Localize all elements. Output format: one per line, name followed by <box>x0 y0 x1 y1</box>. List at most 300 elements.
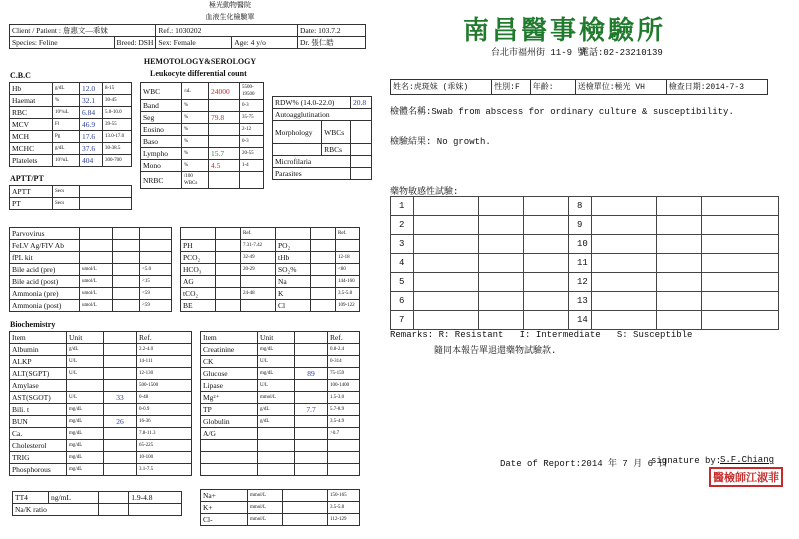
report-info-table <box>390 79 768 95</box>
leuko-name: WBC <box>141 83 182 100</box>
biochem-name <box>201 440 258 452</box>
biochem-unit: U/L <box>258 356 295 368</box>
biochem-unit <box>258 440 295 452</box>
species-label: Species: <box>12 38 37 47</box>
table-row <box>201 514 360 526</box>
serology-table <box>9 227 172 312</box>
table-row <box>141 172 264 189</box>
leuko-ref: 35-75 <box>240 112 264 124</box>
biochem-value: 7.7 <box>295 404 328 416</box>
serology-unit <box>80 240 113 252</box>
leuko-unit: /100 WBCs <box>182 172 209 189</box>
drug-result <box>657 216 702 235</box>
biochem-unit: g/dL <box>67 344 104 356</box>
sex-value: Female <box>173 38 196 47</box>
serology-ref: <5.0 <box>140 264 172 276</box>
biochem-value <box>104 344 137 356</box>
leuko-ref: 1-4 <box>240 160 264 172</box>
table-row <box>141 83 264 100</box>
cbc-ref: 30-38.5 <box>103 143 132 155</box>
leukocyte-table <box>140 82 264 189</box>
biochem-name <box>201 464 258 476</box>
cbc-value: 404 <box>80 155 103 167</box>
biochem-unit: mg/dL <box>67 440 104 452</box>
leuko-ref: 5500-19500 <box>240 83 264 100</box>
drug-result <box>524 273 569 292</box>
table-row <box>10 119 132 131</box>
drug-result <box>524 197 569 216</box>
biochem-ref: >0.7 <box>328 428 360 440</box>
biochem-name: AST(SGOT) <box>10 392 67 404</box>
biochemistry-title: Biochemistry <box>10 320 56 329</box>
biochem-name: TRIG <box>10 452 67 464</box>
drug-result <box>479 273 524 292</box>
biochem-value <box>295 452 328 464</box>
drug-result <box>702 235 779 254</box>
bg-ref: 3.5-5.8 <box>336 288 360 300</box>
table-row <box>201 380 360 392</box>
serology-name: Ammonia (pre) <box>10 288 80 300</box>
serology-value <box>113 288 140 300</box>
biochem-name: Bili. t <box>10 404 67 416</box>
biochem-unit <box>67 380 104 392</box>
leuko-value: 15.7 <box>209 148 240 160</box>
cbc-name: MCH <box>10 131 53 143</box>
electrolyte-unit: mmol/L <box>248 502 283 514</box>
drug-number: 8 <box>569 197 592 216</box>
drug-number: 13 <box>569 292 592 311</box>
return-note: 隨同本報告單退還藥物試驗款. <box>434 346 557 356</box>
drug-result <box>657 311 702 330</box>
patient-age: 年齡: <box>530 80 575 95</box>
leuko-name: Mono <box>141 160 182 172</box>
bg-value <box>311 264 336 276</box>
electrolyte-name: K+ <box>201 502 248 514</box>
biochem-name: Glucose <box>201 368 258 380</box>
bg-name: AG <box>181 276 216 288</box>
bg-ref-header: Ref. <box>241 228 276 240</box>
biochem-name: Ca. <box>10 428 67 440</box>
bg-ref: 20-29 <box>241 264 276 276</box>
drug-number: 9 <box>569 216 592 235</box>
drug-name <box>592 197 657 216</box>
serology-ref <box>140 240 172 252</box>
biochem-name: Globulin <box>201 416 258 428</box>
table-row <box>10 428 192 440</box>
table-row <box>181 288 360 300</box>
aptt-unit: Secs <box>53 198 80 210</box>
biochem-unit: mg/dL <box>67 452 104 464</box>
aptt-value <box>80 186 132 198</box>
electrolyte-value <box>283 502 328 514</box>
biochem-name: Phosphorous <box>10 464 67 476</box>
table-row <box>10 95 132 107</box>
table-row <box>10 228 172 240</box>
biochem-header <box>104 332 137 344</box>
cbc-value: 32.1 <box>80 95 103 107</box>
ref-value: 1030202 <box>175 26 202 35</box>
table-row <box>141 112 264 124</box>
signature-name: S.F.Chiang <box>720 455 775 465</box>
leuko-value: 4.5 <box>209 160 240 172</box>
leuko-value <box>209 124 240 136</box>
microfilaria-label: Microfilaria <box>273 156 351 168</box>
biochem-unit: mmol/L <box>258 392 295 404</box>
serology-value <box>113 264 140 276</box>
biochem-value: 33 <box>104 392 137 404</box>
bg-ref: <80 <box>336 264 360 276</box>
biochem-ref: 0-314 <box>328 356 360 368</box>
serology-unit: umol/L <box>80 288 113 300</box>
table-row <box>181 264 360 276</box>
bg-ref: 7.31-7.42 <box>241 240 276 252</box>
serology-value <box>113 252 140 264</box>
biochem-value <box>295 464 328 476</box>
sensitivity-title: 藥物敏感性試驗: <box>390 187 459 197</box>
serology-name: Bile acid (post) <box>10 276 80 288</box>
biochem-ref: 3.5-4.9 <box>328 416 360 428</box>
drug-result <box>657 273 702 292</box>
lab-name-logo: 南昌醫事檢驗所 <box>463 16 667 46</box>
biochem-value <box>295 416 328 428</box>
table-row <box>181 300 360 312</box>
table-row <box>181 276 360 288</box>
breed-label: Breed: <box>116 38 137 47</box>
table-row <box>391 197 779 216</box>
table-row <box>10 155 132 167</box>
drug-result <box>702 273 779 292</box>
biochem-unit <box>258 428 295 440</box>
table-row <box>181 252 360 264</box>
bg-name: Cl <box>276 300 311 312</box>
biochem-ref: 0.8-2.4 <box>328 344 360 356</box>
serology-name: fPL kit <box>10 252 80 264</box>
biochem-value: 89 <box>295 368 328 380</box>
bg-value <box>216 252 241 264</box>
bg-ref <box>241 300 276 312</box>
cbc-unit: g/dL <box>53 83 80 95</box>
table-row <box>10 380 192 392</box>
serology-ref: <59 <box>140 288 172 300</box>
table-row <box>10 198 132 210</box>
bg-ref <box>241 276 276 288</box>
table-row <box>10 131 132 143</box>
bg-value <box>216 240 241 252</box>
cbc-unit: % <box>53 95 80 107</box>
leuko-unit: % <box>182 148 209 160</box>
biochem-name: Creatinine <box>201 344 258 356</box>
patient-info-table <box>9 24 366 49</box>
biochem-ref: 65-225 <box>137 440 192 452</box>
drug-name <box>414 254 479 273</box>
patient-name: 姓名:虎斑妹 (乖妹) <box>391 80 492 95</box>
leuko-value <box>209 100 240 112</box>
drug-name <box>592 216 657 235</box>
biochem-ref: 0-48 <box>137 392 192 404</box>
biochem-ref <box>328 440 360 452</box>
electrolyte-ref: 150-165 <box>328 490 360 502</box>
biochem-unit: g/dL <box>258 416 295 428</box>
cbc-title: C.B.C <box>10 71 31 80</box>
biochem-header: Unit <box>67 332 104 344</box>
cbc-value: 37.6 <box>80 143 103 155</box>
cbc-name: MCHC <box>10 143 53 155</box>
leuko-name: Band <box>141 100 182 112</box>
biochem-ref: 12-130 <box>137 368 192 380</box>
bg-name: BE <box>181 300 216 312</box>
aptt-title: APTT/PT <box>10 174 44 183</box>
serology-name: Bile acid (pre) <box>10 264 80 276</box>
leuko-name: Lympho <box>141 148 182 160</box>
biochem-header: Ref. <box>328 332 360 344</box>
biochem-name: TP <box>201 404 258 416</box>
biochem-name: ALKP <box>10 356 67 368</box>
client-label: Client / Patient : <box>12 26 61 35</box>
table-row <box>10 276 172 288</box>
biochem-value <box>295 380 328 392</box>
drug-result <box>702 254 779 273</box>
form-title: 血液生化檢驗單 <box>205 13 255 21</box>
bg-name: Na <box>276 276 311 288</box>
biochem-name: Mg²⁺ <box>201 392 258 404</box>
drug-name <box>592 273 657 292</box>
bg-value <box>311 252 336 264</box>
bg-ref <box>336 240 360 252</box>
serology-value <box>113 276 140 288</box>
bg-name: PCO₂ <box>181 252 216 264</box>
serology-name: Ammonia (post) <box>10 300 80 312</box>
biochem-ref: 100-1400 <box>328 380 360 392</box>
aptt-name: PT <box>10 198 53 210</box>
drug-result <box>524 235 569 254</box>
leuko-value: 24000 <box>209 83 240 100</box>
leuko-value <box>209 136 240 148</box>
biochem-ref: 1.5-3.0 <box>328 392 360 404</box>
biochem-unit <box>258 452 295 464</box>
biochem-header <box>295 332 328 344</box>
table-row <box>141 100 264 112</box>
bg-value <box>311 276 336 288</box>
biochem-value <box>104 380 137 392</box>
biochem-unit <box>258 464 295 476</box>
table-row <box>10 143 132 155</box>
signature-stamp: 醫檢師江淑菲 <box>709 467 783 487</box>
table-row <box>10 186 132 198</box>
blood-gas-table <box>180 227 360 312</box>
cbc-ref: 13.0-17.0 <box>103 131 132 143</box>
cbc-ref: 30-45 <box>103 95 132 107</box>
biochem-unit: mg/dL <box>67 464 104 476</box>
drug-name <box>414 216 479 235</box>
table-row <box>201 368 360 380</box>
cbc-value: 12.0 <box>80 83 103 95</box>
breed-value: DSH <box>138 38 154 47</box>
drug-name <box>592 235 657 254</box>
drug-number: 7 <box>391 311 414 330</box>
table-row <box>181 240 360 252</box>
cbc-ref: 8-15 <box>103 83 132 95</box>
bg-name: PO₂ <box>276 240 311 252</box>
table-row <box>10 344 192 356</box>
table-row <box>201 404 360 416</box>
biochem-ref: 14-111 <box>137 356 192 368</box>
drug-result <box>702 311 779 330</box>
sender-unit: 送檢單位:極光 VH <box>575 80 666 95</box>
leuko-ref: 0-3 <box>240 100 264 112</box>
leuko-ref: 20-55 <box>240 148 264 160</box>
serology-unit: umol/L <box>80 276 113 288</box>
bg-value <box>216 264 241 276</box>
table-row <box>10 83 132 95</box>
parasites-label: Parasites <box>273 168 351 180</box>
drug-result <box>479 311 524 330</box>
bg-value <box>216 288 241 300</box>
biochem-right-table <box>200 331 360 476</box>
drug-result <box>524 254 569 273</box>
bg-ref: 109-122 <box>336 300 360 312</box>
aptt-table <box>9 185 132 210</box>
drug-name <box>414 311 479 330</box>
table-row <box>10 368 192 380</box>
drug-result <box>479 235 524 254</box>
table-row <box>10 264 172 276</box>
drug-number: 1 <box>391 197 414 216</box>
aptt-value <box>80 198 132 210</box>
bg-value <box>311 240 336 252</box>
bg-value <box>216 300 241 312</box>
age-label: Age: <box>234 38 249 47</box>
leuko-unit: % <box>182 160 209 172</box>
biochem-unit: mg/dL <box>258 344 295 356</box>
biochem-ref <box>328 464 360 476</box>
sensitivity-table <box>390 196 779 330</box>
cbc-name: Haemat <box>10 95 53 107</box>
rbcs-label: RBCs <box>322 144 351 156</box>
drug-number: 12 <box>569 273 592 292</box>
bg-value <box>216 276 241 288</box>
bg-head <box>311 228 336 240</box>
date-value: 103.7.2 <box>318 26 341 35</box>
leuko-value: 79.8 <box>209 112 240 124</box>
table-row <box>201 344 360 356</box>
tt4-unit: ng/mL <box>49 492 99 504</box>
table-row <box>10 404 192 416</box>
electrolyte-unit: mmol/L <box>248 490 283 502</box>
table-row <box>201 452 360 464</box>
table-row <box>141 124 264 136</box>
biochem-value <box>295 392 328 404</box>
leukocyte-title: Leukocyte differential count <box>150 69 247 78</box>
table-row <box>10 392 192 404</box>
drug-name <box>592 311 657 330</box>
drug-number: 6 <box>391 292 414 311</box>
table-row <box>201 428 360 440</box>
serology-value <box>113 228 140 240</box>
dr-label: Dr. <box>299 38 310 47</box>
bg-name: PH <box>181 240 216 252</box>
drug-number: 14 <box>569 311 592 330</box>
biochem-name: Amylase <box>10 380 67 392</box>
drug-result <box>479 292 524 311</box>
electrolyte-value <box>283 490 328 502</box>
biochem-value <box>295 344 328 356</box>
biochem-unit: U/L <box>67 368 104 380</box>
biochem-value <box>295 440 328 452</box>
specimen-line: 檢體名稱:Swab from abscess for ordinary culture & susceptibility. <box>390 107 734 117</box>
cbc-table <box>9 82 132 167</box>
biochem-unit: U/L <box>67 392 104 404</box>
electrolyte-name: Cl- <box>201 514 248 526</box>
biochem-ref: 2.2-4.0 <box>137 344 192 356</box>
cbc-name: RBC <box>10 107 53 119</box>
rdw-misc-table <box>272 96 372 180</box>
biochem-left-table <box>9 331 192 476</box>
rdw-value: 20.8 <box>351 97 372 109</box>
lab-phone: 電話:02-23210139 <box>580 48 663 58</box>
table-row <box>201 392 360 404</box>
leuko-name: NRBC <box>141 172 182 189</box>
rdw-label: RDW% (14.0-22.0) <box>273 97 351 109</box>
table-row <box>201 440 360 452</box>
client-value: 詹惠文—乖妹 <box>62 26 108 35</box>
table-row <box>10 300 172 312</box>
table-row <box>10 452 192 464</box>
biochem-ref: 16-36 <box>137 416 192 428</box>
leuko-unit: % <box>182 112 209 124</box>
tt4-table <box>12 491 182 516</box>
cbc-unit: 10³/uL <box>53 155 80 167</box>
biochem-header: Item <box>201 332 258 344</box>
biochem-value <box>104 464 137 476</box>
drug-result <box>479 254 524 273</box>
drug-result <box>702 197 779 216</box>
species-value: Feline <box>38 38 58 47</box>
autoagglutination-label: Autoagglutination <box>273 109 372 121</box>
biochem-value: 26 <box>104 416 137 428</box>
drug-number: 4 <box>391 254 414 273</box>
lab-address: 台北市福州街 11-9 號 <box>491 48 587 58</box>
nak-label: Na/K ratio <box>13 504 99 516</box>
drug-name <box>414 292 479 311</box>
cbc-unit: g/dL <box>53 143 80 155</box>
biochem-unit: U/L <box>67 356 104 368</box>
drug-result <box>657 197 702 216</box>
biochem-unit: U/L <box>258 380 295 392</box>
serology-value <box>113 240 140 252</box>
biochem-name: Cholesterol <box>10 440 67 452</box>
cbc-unit: 10⁶/uL <box>53 107 80 119</box>
drug-result <box>479 197 524 216</box>
table-row <box>391 311 779 330</box>
bg-value <box>311 300 336 312</box>
leuko-unit: % <box>182 124 209 136</box>
table-row <box>141 136 264 148</box>
biochem-name: Lipase <box>201 380 258 392</box>
exam-date: 檢查日期:2014-7-3 <box>666 80 767 95</box>
biochem-name: A/G <box>201 428 258 440</box>
sex-label: Sex: <box>158 38 172 47</box>
biochem-ref: 7.8-11.3 <box>137 428 192 440</box>
bg-head <box>181 228 216 240</box>
bg-name: tCO₂ <box>181 288 216 300</box>
electrolyte-ref: 112-129 <box>328 514 360 526</box>
electrolyte-unit: mmol/L <box>248 514 283 526</box>
biochem-ref: 10-100 <box>137 452 192 464</box>
cbc-ref: 5.0-10.0 <box>103 107 132 119</box>
ref-label: Ref.: <box>158 26 174 35</box>
cbc-name: Platelets <box>10 155 53 167</box>
electrolyte-value <box>283 514 328 526</box>
